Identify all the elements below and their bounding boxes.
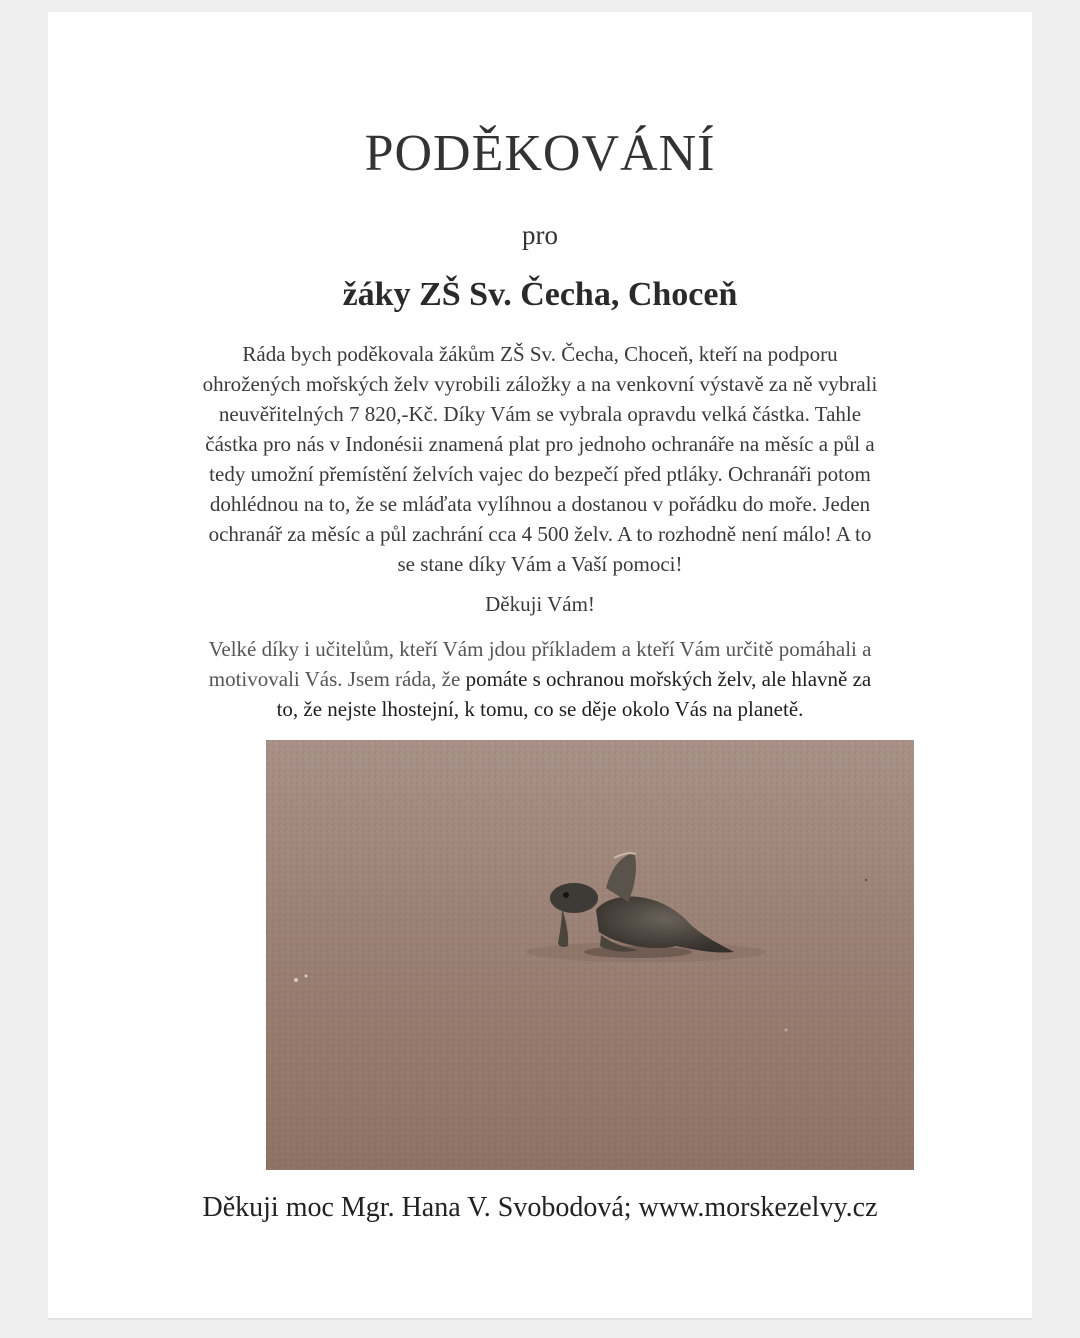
paragraph-line: tedy umožní přemístění želvích vajec do bezpečí před ptláky. Ochranáři potom (209, 462, 871, 486)
document-subtitle: pro (522, 220, 558, 250)
document-title: PODĚKOVÁNÍ (364, 125, 716, 182)
turtle-photo (266, 740, 914, 1170)
paragraph-line: dohlédnou na to, že se mláďata vylíhnou a dostanou v pořádku do moře. Jeden (209, 492, 871, 516)
thanks-line: Děkuji Vám! (485, 592, 595, 616)
paragraph-line: Ráda bych poděkovala žákům ZŠ Sv. Čecha, Choceň, kteří na podporu (242, 342, 838, 366)
paragraph-line: částka pro nás v Indonésii znamená plat pro jednoho ochranáře na měsíc a půl a (205, 432, 875, 456)
paragraph-line: ohrožených mořských želv vyrobili záložky a na venkovní výstavě za ně vybrali (202, 372, 878, 396)
paragraph-line: se stane díky Vám a Vaší pomoci! (397, 552, 683, 576)
recipient-heading: žáky ZŠ Sv. Čecha, Choceň (342, 276, 738, 313)
paragraph-line: ochranář za měsíc a půl zachrání cca 4 500 želv. A to rozhodně není málo! A to (208, 522, 872, 546)
signature-line: Děkuji moc Mgr. Hana V. Svobodová; www.morskezelvy.cz (202, 1192, 878, 1223)
paragraph-line-end: pomáte s ochranou mořských želv, ale hlavně za (465, 667, 872, 691)
paragraph-line: to, že nejste lhostejní, k tomu, co se děje okolo Vás na planetě. (276, 697, 804, 721)
document-page (48, 12, 1032, 1318)
paragraph-line-start: motivovali Vás. Jsem ráda, že (208, 667, 466, 691)
paragraph-line (48, 664, 1032, 694)
thanks-paragraph (48, 339, 1032, 579)
paragraph-line: neuvěřitelných 7 820,-Kč. Díky Vám se vybrala opravdu velká částka. Tahle (218, 402, 862, 426)
paragraph-line: Velké díky i učitelům, kteří Vám jdou příkladem a kteří Vám určitě pomáhali a (208, 637, 872, 661)
teachers-paragraph (48, 634, 1032, 724)
page-edge-divider (48, 1318, 1032, 1320)
